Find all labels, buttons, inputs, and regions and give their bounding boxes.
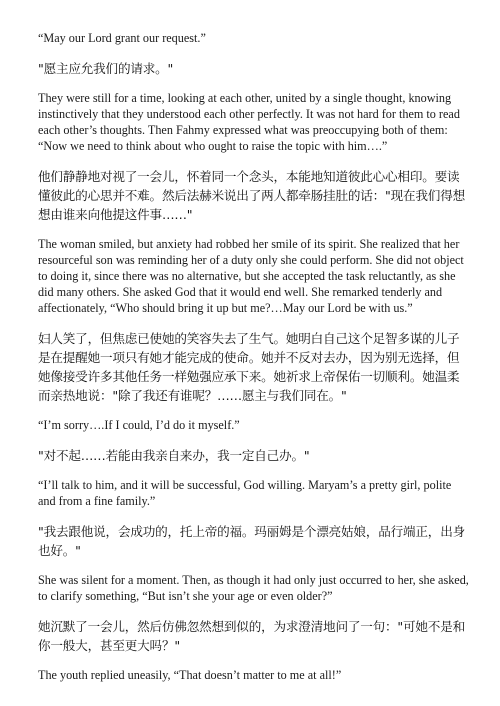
paragraph-zh: "我去跟他说，会成功的，托上帝的福。玛丽姆是个漂亮姑娘，品行端正，出身也好。" xyxy=(38,524,465,558)
paragraph-zh: 她沉默了一会儿，然后仿佛忽然想到似的，为求澄清地问了一句："可她不是和你一般大，甚至更大吗？" xyxy=(38,619,465,653)
paragraph-en: “I’m sorry….If I could, I’d do it myself.” xyxy=(38,418,240,432)
paragraph-zh: 他们静静地对视了一会儿，怀着同一个念头，本能地知道彼此心心相印。要读懂彼此的心思并不难。然后法赫米说出了两人都牵肠挂肚的话："现在我们得想想由谁来向他提这件事……" xyxy=(38,169,465,222)
paragraph-en: “I’ll talk to him, and it will be successful, God willing. Maryam’s a pretty girl, polite and from a fine family.” xyxy=(38,478,452,508)
paragraph-en: “May our Lord grant our request.” xyxy=(38,31,206,45)
paragraph-zh: "对不起……若能由我亲自来办，我一定自己办。" xyxy=(38,448,310,463)
paragraph-zh: 妇人笑了，但焦虑已使她的笑容失去了生气。她明白自己这个足智多谋的儿子是在提醒她一项只有她才能完成的使命。她并不反对去办，因为别无选择，但她像接受许多其他任务一样勉强应承下来。她祈求上帝保佑一切顺利。她温柔而亲热地说："除了我还有谁呢？……愿主与我们同在。" xyxy=(38,331,460,403)
paragraph-en: The youth replied uneasily, “That doesn’t matter to me at all!” xyxy=(38,668,342,682)
paragraph-zh: "愿主应允我们的请求。" xyxy=(38,61,174,76)
paragraph-en: She was silent for a moment. Then, as though it had only just occurred to her, she asked, to clarify something, “But isn’t she your age or even older?” xyxy=(38,573,469,603)
paragraph-en: The woman smiled, but anxiety had robbed her smile of its spirit. She realized that her resourceful son was reminding her of a duty only she could perform. She did not object to doing it, since there was no alternative, but she accepted the task reluctantly, as she did many others. She asked God that it would end well. She remarked tenderly and affectionately, “Who should bring it up but me?…May our Lord be with us.” xyxy=(38,237,464,315)
paragraph-en: They were still for a time, looking at each other, united by a single thought, knowing instinctively that they understood each other perfectly. It was not hard for them to read each other’s thoughts. Then Fahmy expressed what was preoccupying both of them: “Now we need to think about who ought to raise the topic with him….” xyxy=(38,91,460,153)
document-page xyxy=(38,30,470,696)
